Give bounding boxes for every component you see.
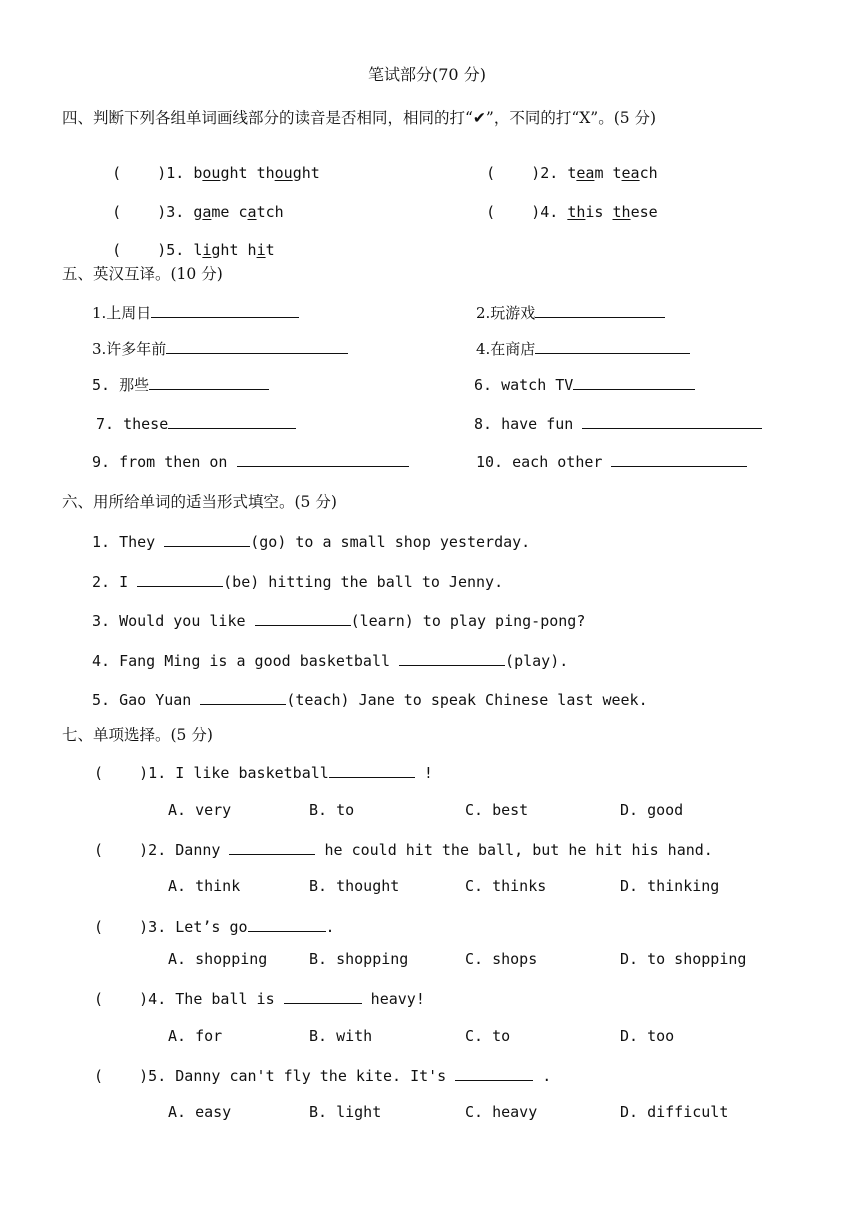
answer-blank[interactable]	[573, 374, 695, 390]
mc-option[interactable]: D. good	[620, 801, 684, 819]
translation-item: 6. watch TV	[474, 374, 695, 394]
answer-paren[interactable]: (	[94, 1067, 104, 1085]
answer-paren[interactable]: (	[486, 203, 496, 221]
answer-paren[interactable]: (	[94, 841, 104, 859]
fill-in-item: 1. They (go) to a small shop yesterday.	[92, 533, 531, 551]
answer-paren[interactable]: (	[94, 918, 104, 936]
mc-option[interactable]: A. very	[168, 801, 232, 819]
answer-paren[interactable]: (	[94, 990, 104, 1008]
mc-option[interactable]: C. heavy	[465, 1103, 538, 1121]
translation-item: 9. from then on	[92, 451, 409, 471]
fill-in-item: 2. I (be) hitting the ball to Jenny.	[92, 573, 504, 591]
mc-option[interactable]: B. to	[309, 801, 355, 819]
page-title: 笔试部分(70 分)	[368, 65, 486, 84]
mc-question: ( )4. The ball is heavy!	[94, 990, 425, 1008]
translation-item: 10. each other	[476, 451, 747, 471]
phonics-item: ( )1. bought thought	[112, 164, 320, 182]
answer-blank[interactable]	[229, 839, 315, 855]
answer-paren[interactable]: (	[112, 164, 122, 182]
answer-blank[interactable]	[200, 689, 286, 705]
mc-option[interactable]: D. too	[620, 1027, 675, 1045]
answer-blank[interactable]	[255, 610, 351, 626]
section-5-heading: 五、英汉互译。(10 分)	[62, 265, 223, 283]
answer-paren[interactable]: (	[486, 164, 496, 182]
translation-item: 5. 那些	[92, 374, 269, 395]
translation-item: 2.玩游戏	[476, 302, 665, 323]
mc-option[interactable]: D. difficult	[620, 1103, 729, 1121]
mc-option[interactable]: A. easy	[168, 1103, 232, 1121]
answer-blank[interactable]	[399, 650, 505, 666]
translation-item: 4.在商店	[476, 338, 690, 359]
mc-option[interactable]: D. thinking	[620, 877, 720, 895]
translation-item: 7. these	[96, 413, 296, 433]
phonics-item: ( )2. team teach	[486, 164, 658, 182]
mc-option[interactable]: B. light	[309, 1103, 382, 1121]
mc-question: ( )3. Let’s go .	[94, 918, 335, 936]
phonics-item: ( )4. this these	[486, 203, 658, 221]
fill-in-item: 3. Would you like (learn) to play ping-pong?	[92, 612, 586, 630]
phonics-item: ( )3. game catch	[112, 203, 284, 221]
answer-paren[interactable]: (	[112, 241, 122, 259]
mc-option[interactable]: C. thinks	[465, 877, 547, 895]
section-7-heading: 七、单项选择。(5 分)	[62, 726, 213, 744]
answer-blank[interactable]	[137, 571, 223, 587]
answer-blank[interactable]	[611, 451, 747, 467]
answer-blank[interactable]	[164, 531, 250, 547]
answer-blank[interactable]	[582, 413, 762, 429]
section-6-heading: 六、用所给单词的适当形式填空。(5 分)	[62, 493, 337, 511]
mc-option[interactable]: B. shopping	[309, 950, 409, 968]
translation-item: 1.上周日	[92, 302, 299, 323]
mc-question: ( )5. Danny can't fly the kite. It's .	[94, 1067, 552, 1085]
answer-blank[interactable]	[166, 338, 348, 354]
mc-option[interactable]: B. with	[309, 1027, 373, 1045]
mc-option[interactable]: B. thought	[309, 877, 400, 895]
answer-blank[interactable]	[284, 988, 362, 1004]
answer-blank[interactable]	[168, 413, 296, 429]
answer-blank[interactable]	[237, 451, 409, 467]
answer-blank[interactable]	[151, 302, 299, 318]
translation-item: 3.许多年前	[92, 338, 348, 359]
answer-blank[interactable]	[535, 338, 690, 354]
answer-paren[interactable]: (	[112, 203, 122, 221]
phonics-item: ( )5. light hit	[112, 241, 275, 259]
mc-option[interactable]: A. for	[168, 1027, 223, 1045]
section-4-heading: 四、判断下列各组单词画线部分的读音是否相同，相同的打“✔”，不同的打“X”。(5 分)	[62, 109, 657, 127]
mc-option[interactable]: C. shops	[465, 950, 538, 968]
answer-blank[interactable]	[535, 302, 665, 318]
answer-blank[interactable]	[149, 374, 269, 390]
fill-in-item: 5. Gao Yuan (teach) Jane to speak Chinese last week.	[92, 691, 648, 709]
mc-question: ( )1. I like basketball !	[94, 764, 433, 782]
mc-option[interactable]: A. shopping	[168, 950, 268, 968]
mc-option[interactable]: C. best	[465, 801, 529, 819]
answer-blank[interactable]	[329, 762, 415, 778]
translation-item: 8. have fun	[474, 413, 762, 433]
mc-option[interactable]: D. to shopping	[620, 950, 747, 968]
mc-option[interactable]: C. to	[465, 1027, 511, 1045]
mc-question: ( )2. Danny he could hit the ball, but he hit his hand.	[94, 841, 713, 859]
answer-blank[interactable]	[455, 1065, 533, 1081]
answer-paren[interactable]: (	[94, 764, 104, 782]
fill-in-item: 4. Fang Ming is a good basketball (play).	[92, 652, 569, 670]
mc-option[interactable]: A. think	[168, 877, 241, 895]
answer-blank[interactable]	[248, 916, 326, 932]
